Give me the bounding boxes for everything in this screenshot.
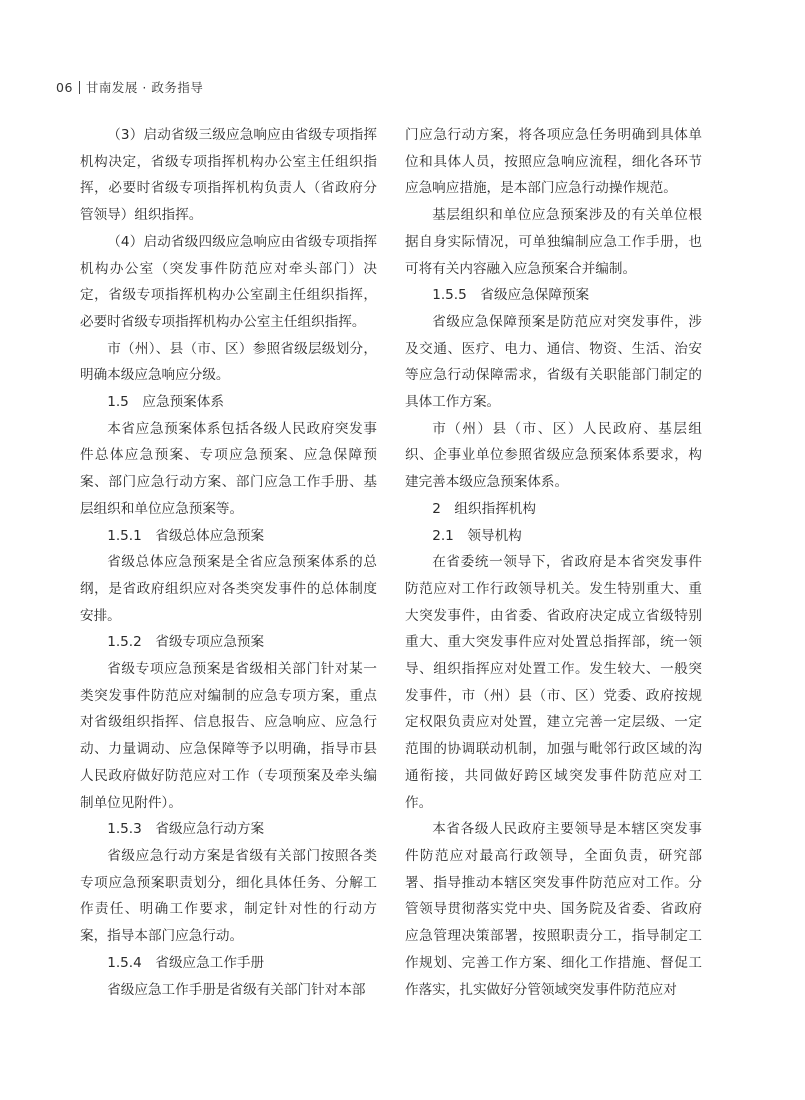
paragraph-continued: 门应急行动方案，将各项应急任务明确到具体单位和具体人员，按照应急响应流程，细化各环节应急响应措施，是本部门应急行动操作规范。 (405, 127, 702, 197)
section-heading: 1.5.3 省级应急行动方案 (107, 821, 265, 838)
running-header (56, 78, 203, 96)
section-heading: 2 组织指挥机构 (432, 500, 536, 517)
section-heading: 1.5 应急预案体系 (107, 394, 224, 411)
paragraph: 省级专项应急预案是省级相关部门针对某一类突发事件防范应对编制的应急专项方案，重点对省级组织指挥、信息报告、应急响应、应急行动、力量调动、应急保障等予以明确，指导市县人民政府做好防范应对工作（专项预案及牵头编制单位见附件）。 (80, 661, 377, 811)
paragraph: 省级应急工作手册是省级有关部门针对本部 (107, 981, 366, 998)
section-heading: 1.5.1 省级总体应急预案 (107, 527, 265, 544)
section-title: 甘南发展 · 政务指导 (85, 80, 204, 95)
paragraph: 市（州）、县（市、区）参照省级层级划分，明确本级应急响应分级。 (80, 340, 377, 384)
paragraph: （3）启动省级三级应急响应由省级专项指挥机构决定，省级专项指挥机构办公室主任组织指挥，必要时省级专项指挥机构负责人（省政府分管领导）组织指挥。 (80, 127, 377, 224)
right-column (405, 122, 702, 1003)
header-divider (79, 81, 80, 94)
paragraph: （4）启动省级四级应急响应由省级专项指挥机构办公室（突发事件防范应对牵头部门）决定，省级专项指挥机构办公室副主任组织指挥，必要时省级专项指挥机构办公室主任组织指挥。 (80, 233, 377, 330)
paragraph: 省级总体应急预案是全省应急预案体系的总纲，是省政府组织应对各类突发事件的总体制度安排。 (80, 554, 377, 624)
section-heading: 1.5.5 省级应急保障预案 (432, 287, 590, 304)
left-column (80, 122, 377, 1003)
page-number: 06 (56, 79, 73, 95)
paragraph: 省级应急行动方案是省级有关部门按照各类专项应急预案职责划分，细化具体任务、分解工作责任、明确工作要求，制定针对性的行动方案，指导本部门应急行动。 (80, 847, 377, 945)
paragraph: 在省委统一领导下，省政府是本省突发事件防范应对工作行政领导机关。发生特别重大、重大突发事件，由省委、省政府决定成立省级特别重大、重大突发事件应对处置总指挥部，统一领导、组织指挥应对处置工作。发生较大、一般突发事件，市（州）县（市、区）党委、政府按规定权限负责应对处置，建立完善一定层级、一定范围的协调联动机制，加强与毗邻行政区域的沟通衔接，共同做好跨区域突发事件防范应对工作。 (405, 554, 702, 811)
section-heading: 1.5.4 省级应急工作手册 (107, 954, 265, 971)
paragraph: 基层组织和单位应急预案涉及的有关单位根据自身实际情况，可单独编制应急工作手册，也可将有关内容融入应急预案合并编制。 (405, 207, 702, 277)
section-heading: 1.5.2 省级专项应急预案 (107, 634, 265, 651)
paragraph: 市（州）县（市、区）人民政府、基层组织、企事业单位参照省级应急预案体系要求，构建完善本级应急预案体系。 (405, 420, 702, 491)
section-heading: 2.1 领导机构 (432, 527, 522, 544)
paragraph: 本省各级人民政府主要领导是本辖区突发事件防范应对最高行政领导，全面负责，研究部署、指导推动本辖区突发事件防范应对工作。分管领导贯彻落实党中央、国务院及省委、省政府应急管理决策部署，按照职责分工，指导制定工作规划、完善工作方案、细化工作措施、督促工作落实，扎实做好分管领域突发事件防范应对 (405, 821, 702, 998)
paragraph: 本省应急预案体系包括各级人民政府突发事件总体应急预案、专项应急预案、应急保障预案、部门应急行动方案、部门应急工作手册、基层组织和单位应急预案等。 (80, 420, 377, 517)
paragraph: 省级应急保障预案是防范应对突发事件，涉及交通、医疗、电力、通信、物资、生活、治安等应急行动保障需求，省级有关职能部门制定的具体工作方案。 (405, 313, 702, 411)
